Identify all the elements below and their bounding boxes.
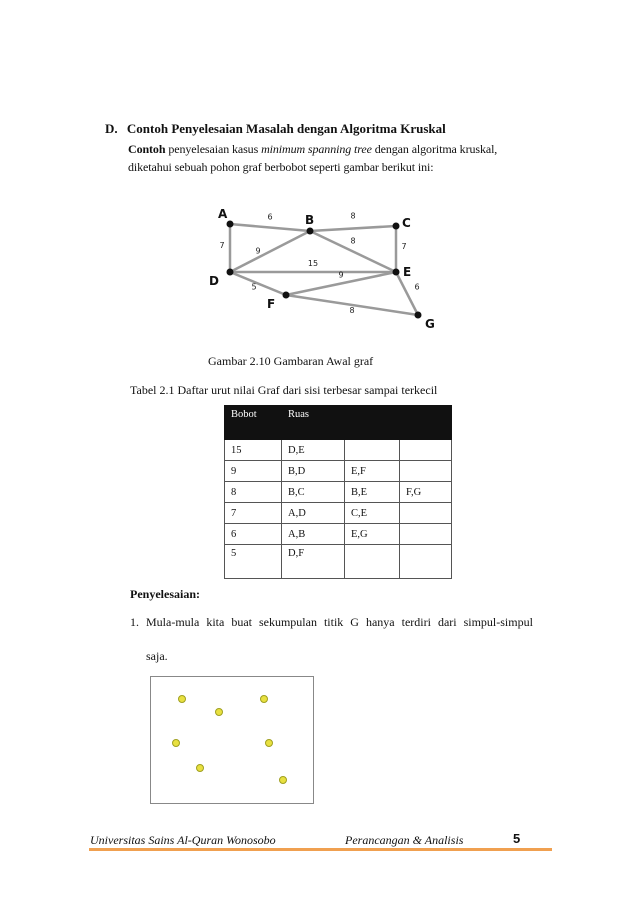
vertex-dot — [197, 765, 204, 772]
table-cell: D,F — [282, 545, 345, 579]
table-cell: E,G — [345, 524, 400, 545]
page-number: 5 — [513, 831, 521, 846]
vertex-dot — [216, 709, 223, 716]
graph-node-d — [227, 269, 234, 276]
table-header-cell — [400, 406, 452, 440]
figure-caption: Gambar 2.10 Gambaran Awal graf — [208, 354, 374, 368]
graph-node-g — [415, 312, 422, 319]
footer-university: Universitas Sains Al-Quran Wonosobo — [90, 833, 276, 847]
table-cell — [400, 440, 452, 461]
graph-node-a — [227, 221, 234, 228]
graph-edge-weight: 7 — [401, 242, 407, 251]
section-heading — [105, 121, 446, 137]
graph-edge-weight: 8 — [350, 236, 356, 246]
graph-edge-weight: 9 — [255, 246, 261, 256]
graph-edge-weight: 6 — [267, 212, 273, 222]
table-cell — [345, 440, 400, 461]
intro-line-1 — [128, 142, 497, 157]
graph-edge-weight: 7 — [219, 241, 225, 250]
table-cell — [400, 524, 452, 545]
graph-edge-b-c — [310, 226, 396, 231]
table-cell: B,E — [345, 482, 400, 503]
intro-line-2: diketahui sebuah pohon graf berbobot seperti gambar berikut ini: — [128, 160, 434, 174]
table-row — [225, 461, 452, 482]
graph-node-label: D — [209, 274, 219, 288]
table-cell: B,C — [282, 482, 345, 503]
weighted-graph-figure — [200, 200, 450, 340]
table-cell: 15 — [225, 440, 282, 461]
table-cell — [400, 461, 452, 482]
graph-edge-weight: 9 — [338, 270, 344, 280]
table-row — [225, 440, 452, 461]
step-1-line-2: saja. — [146, 649, 168, 663]
graph-node-label: C — [402, 216, 411, 230]
table-cell: A,D — [282, 503, 345, 524]
graph-node-c — [393, 223, 400, 230]
graph-node-label: F — [267, 297, 276, 311]
graph-node-label: E — [403, 265, 412, 279]
vertex-dot — [266, 740, 273, 747]
vertex-dot — [179, 696, 186, 703]
intro-bold-lead: Contoh — [128, 142, 166, 156]
graph-node-f — [283, 292, 290, 299]
section-title: Contoh Penyelesaian Masalah dengan Algoritma Kruskal — [126, 121, 446, 136]
table-header-row — [225, 406, 452, 440]
vertex-dot — [173, 740, 180, 747]
graph-edges — [219, 212, 419, 316]
table-cell — [345, 545, 400, 579]
graph-edge-weight: 8 — [350, 211, 356, 221]
vertex-dots-figure — [150, 676, 314, 804]
table-cell: F,G — [400, 482, 452, 503]
table-cell — [400, 545, 452, 579]
table-cell: 7 — [225, 503, 282, 524]
graph-edge-a-b — [230, 224, 310, 231]
table-cell: E,F — [345, 461, 400, 482]
table-cell: A,B — [282, 524, 345, 545]
graph-node-label: G — [425, 317, 435, 331]
vertex-dot — [280, 777, 287, 784]
table-row — [225, 524, 452, 545]
table-row — [225, 545, 452, 579]
table-header-cell — [345, 406, 400, 440]
graph-edge-b-d — [230, 231, 310, 272]
table-row — [225, 503, 452, 524]
intro-text-1: penyelesaian kasus — [165, 142, 262, 156]
step-1-line-1: 1. Mula-mula kita buat sekumpulan titik G hanya terdiri dari simpul-simpul — [130, 615, 533, 629]
table-row — [225, 482, 452, 503]
table-cell: D,E — [282, 440, 345, 461]
table-cell: 8 — [225, 482, 282, 503]
intro-italic-term: minimum spanning tree — [261, 142, 372, 156]
graph-node-b — [307, 228, 314, 235]
table-cell: B,D — [282, 461, 345, 482]
table-cell: 5 — [225, 545, 282, 579]
footer-course: Perancangan & Analisis — [345, 833, 464, 847]
footer-rule — [89, 848, 552, 851]
weight-table — [224, 405, 452, 579]
intro-text-2: dengan algoritma kruskal, — [371, 142, 498, 156]
table-header-cell: Ruas — [282, 406, 345, 440]
solution-heading: Penyelesaian: — [130, 587, 200, 601]
table-cell — [400, 503, 452, 524]
table-header-cell: Bobot — [225, 406, 282, 440]
vertex-dot — [261, 696, 268, 703]
graph-node-label: B — [305, 213, 315, 227]
table-cell: C,E — [345, 503, 400, 524]
vertex-dots-canvas — [151, 677, 313, 803]
graph-edge-weight: 15 — [307, 259, 319, 268]
table-cell: 6 — [225, 524, 282, 545]
graph-edge-weight: 8 — [349, 306, 355, 315]
graph-node-e — [393, 269, 400, 276]
graph-node-label: A — [218, 207, 228, 221]
section-number: D. — [105, 121, 118, 136]
graph-edge-weight: 5 — [251, 282, 257, 292]
graph-edge-d-f — [230, 272, 286, 295]
graph-edge-weight: 6 — [414, 282, 420, 292]
table-cell: 9 — [225, 461, 282, 482]
table-caption: Tabel 2.1 Daftar urut nilai Graf dari sisi terbesar sampai terkecil — [130, 383, 438, 397]
